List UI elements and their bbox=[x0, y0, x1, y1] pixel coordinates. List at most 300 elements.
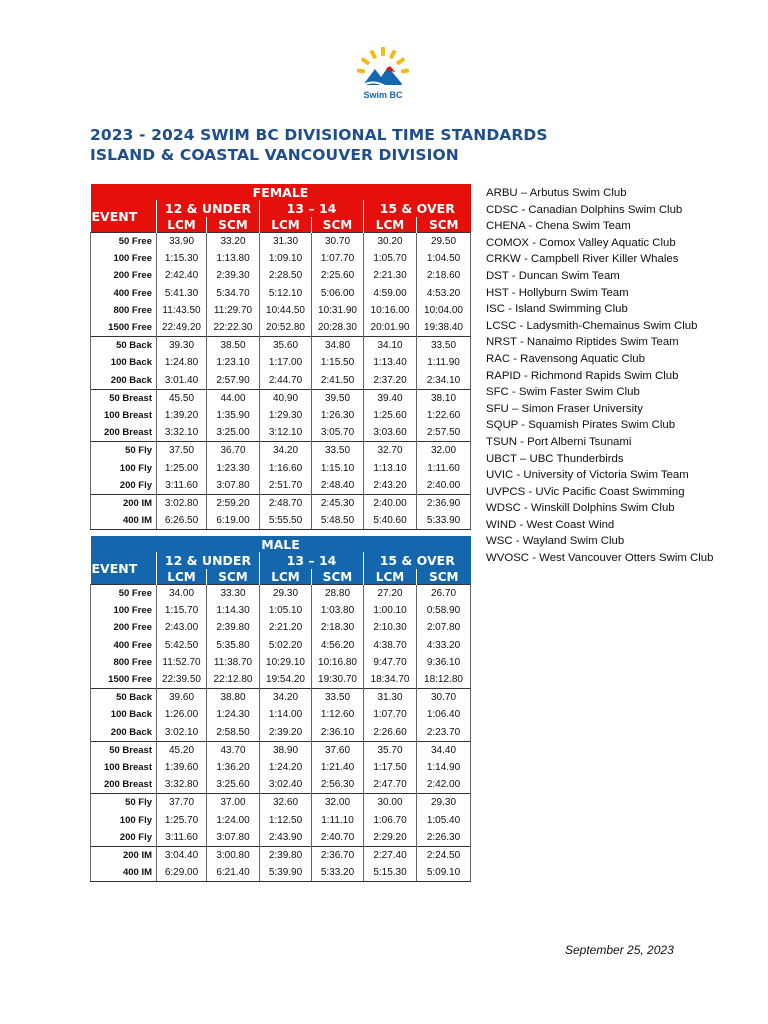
club-legend bbox=[486, 185, 713, 567]
course-header: SCM bbox=[312, 569, 364, 585]
table-row bbox=[91, 319, 471, 337]
time-cell: 3:02.10 bbox=[157, 724, 207, 742]
club-item: NRST - Nanaimo Riptides Swim Team bbox=[486, 336, 679, 349]
time-cell: 44.00 bbox=[207, 389, 260, 407]
time-cell: 18:34.70 bbox=[364, 671, 417, 689]
course-header: SCM bbox=[207, 569, 260, 585]
age-group-header: 13 – 14 bbox=[260, 552, 364, 569]
time-cell: 1:29.30 bbox=[260, 407, 312, 424]
time-cell: 5:33.20 bbox=[312, 864, 364, 882]
time-cell: 2:43.20 bbox=[364, 477, 417, 495]
age-group-header: 12 & UNDER bbox=[157, 200, 260, 217]
time-cell: 5:15.30 bbox=[364, 864, 417, 882]
time-cell: 20:01.90 bbox=[364, 319, 417, 337]
time-cell: 3:25.60 bbox=[207, 776, 260, 794]
course-header: LCM bbox=[157, 569, 207, 585]
time-cell: 2:43.90 bbox=[260, 829, 312, 847]
time-cell: 4:59.00 bbox=[364, 285, 417, 302]
time-cell: 3:25.00 bbox=[207, 424, 260, 442]
time-cell: 2:40.00 bbox=[364, 494, 417, 512]
time-cell: 5:48.50 bbox=[312, 512, 364, 530]
time-cell: 6:19.00 bbox=[207, 512, 260, 530]
time-cell: 33.90 bbox=[157, 233, 207, 251]
event-column-header: EVENT bbox=[91, 200, 157, 233]
time-cell: 10:31.90 bbox=[312, 302, 364, 319]
time-cell: 3:03.60 bbox=[364, 424, 417, 442]
time-cell: 2:18.30 bbox=[312, 619, 364, 636]
club-item: ISC - Island Swimming Club bbox=[486, 303, 628, 316]
time-cell: 1:35.90 bbox=[207, 407, 260, 424]
table-row bbox=[91, 512, 471, 530]
time-cell: 1:05.10 bbox=[260, 602, 312, 619]
table-row bbox=[91, 354, 471, 371]
time-cell: 29.50 bbox=[417, 233, 471, 251]
course-header: LCM bbox=[157, 217, 207, 233]
table-row bbox=[91, 637, 471, 654]
time-cell: 3:07.80 bbox=[207, 829, 260, 847]
event-name: 50 Back bbox=[91, 337, 157, 355]
event-name: 800 Free bbox=[91, 302, 157, 319]
time-cell: 1:07.70 bbox=[312, 250, 364, 267]
course-header: LCM bbox=[260, 217, 312, 233]
time-cell: 9:47.70 bbox=[364, 654, 417, 671]
time-cell: 1:24.00 bbox=[207, 811, 260, 828]
time-cell: 19:30.70 bbox=[312, 671, 364, 689]
club-item: COMOX - Comox Valley Aquatic Club bbox=[486, 236, 676, 249]
time-cell: 33.50 bbox=[417, 337, 471, 355]
table-row bbox=[91, 829, 471, 847]
age-group-header: 13 – 14 bbox=[260, 200, 364, 217]
document-date: September 25, 2023 bbox=[565, 943, 674, 957]
time-cell: 2:25.60 bbox=[312, 267, 364, 284]
time-cell: 2:24.50 bbox=[417, 846, 471, 864]
table-row bbox=[91, 267, 471, 284]
table-row bbox=[91, 654, 471, 671]
time-cell: 1:00.10 bbox=[364, 602, 417, 619]
club-item: DST - Duncan Swim Team bbox=[486, 269, 620, 282]
course-header: LCM bbox=[364, 217, 417, 233]
time-cell: 1:12.60 bbox=[312, 706, 364, 723]
time-cell: 2:37.20 bbox=[364, 372, 417, 390]
time-cell: 35.60 bbox=[260, 337, 312, 355]
time-cell: 2:59.20 bbox=[207, 494, 260, 512]
time-cell: 3:11.60 bbox=[157, 829, 207, 847]
time-cell: 2:45.30 bbox=[312, 494, 364, 512]
time-cell: 10:29.10 bbox=[260, 654, 312, 671]
time-cell: 37.70 bbox=[157, 794, 207, 812]
time-cell: 10:16.00 bbox=[364, 302, 417, 319]
event-name: 50 Fly bbox=[91, 794, 157, 812]
time-cell: 34.10 bbox=[364, 337, 417, 355]
time-cell: 30.70 bbox=[417, 689, 471, 707]
time-cell: 1:25.60 bbox=[364, 407, 417, 424]
time-cell: 1:21.40 bbox=[312, 759, 364, 776]
time-cell: 4:56.20 bbox=[312, 637, 364, 654]
time-cell: 2:26.60 bbox=[364, 724, 417, 742]
time-cell: 2:47.70 bbox=[364, 776, 417, 794]
time-cell: 2:39.80 bbox=[260, 846, 312, 864]
table-row bbox=[91, 407, 471, 424]
time-cell: 22:49.20 bbox=[157, 319, 207, 337]
time-cell: 34.20 bbox=[260, 689, 312, 707]
event-name: 400 Free bbox=[91, 637, 157, 654]
time-cell: 1:23.10 bbox=[207, 354, 260, 371]
time-cell: 5:41.30 bbox=[157, 285, 207, 302]
table-row bbox=[91, 302, 471, 319]
event-name: 100 Free bbox=[91, 250, 157, 267]
table-row bbox=[91, 724, 471, 742]
time-cell: 1:03.80 bbox=[312, 602, 364, 619]
time-cell: 3:32.10 bbox=[157, 424, 207, 442]
time-cell: 1:39.60 bbox=[157, 759, 207, 776]
swim-bc-logo bbox=[357, 47, 409, 103]
course-header: LCM bbox=[260, 569, 312, 585]
time-cell: 19:54.20 bbox=[260, 671, 312, 689]
time-cell: 2:48.70 bbox=[260, 494, 312, 512]
time-cell: 10:44.50 bbox=[260, 302, 312, 319]
course-header: SCM bbox=[207, 217, 260, 233]
time-cell: 9:36.10 bbox=[417, 654, 471, 671]
time-cell: 2:36.10 bbox=[312, 724, 364, 742]
table-row bbox=[91, 619, 471, 636]
event-name: 1500 Free bbox=[91, 319, 157, 337]
time-cell: 2:39.80 bbox=[207, 619, 260, 636]
event-name: 800 Free bbox=[91, 654, 157, 671]
male-rows bbox=[91, 585, 471, 882]
time-cell: 30.00 bbox=[364, 794, 417, 812]
time-cell: 2:34.10 bbox=[417, 372, 471, 390]
time-cell: 20:52.80 bbox=[260, 319, 312, 337]
time-cell: 26.70 bbox=[417, 585, 471, 603]
event-name: 200 Free bbox=[91, 267, 157, 284]
time-cell: 30.70 bbox=[312, 233, 364, 251]
time-cell: 1:24.30 bbox=[207, 706, 260, 723]
time-cell: 4:33.20 bbox=[417, 637, 471, 654]
event-name: 100 Breast bbox=[91, 759, 157, 776]
table-row bbox=[91, 759, 471, 776]
time-cell: 37.60 bbox=[312, 741, 364, 759]
table-row bbox=[91, 671, 471, 689]
time-cell: 2:58.50 bbox=[207, 724, 260, 742]
time-cell: 3:00.80 bbox=[207, 846, 260, 864]
age-group-header: 12 & UNDER bbox=[157, 552, 260, 569]
club-item: ARBU – Arbutus Swim Club bbox=[486, 187, 627, 199]
time-cell: 5:02.20 bbox=[260, 637, 312, 654]
event-name: 200 Fly bbox=[91, 477, 157, 495]
time-cell: 19:38.40 bbox=[417, 319, 471, 337]
event-name: 100 Fly bbox=[91, 811, 157, 828]
table-row bbox=[91, 776, 471, 794]
event-name: 50 Back bbox=[91, 689, 157, 707]
page-title: 2023 - 2024 SWIM BC DIVISIONAL TIME STANDARDS bbox=[90, 126, 548, 144]
time-cell: 1:13.80 bbox=[207, 250, 260, 267]
time-cell: 30.20 bbox=[364, 233, 417, 251]
time-cell: 3:07.80 bbox=[207, 477, 260, 495]
time-cell: 37.50 bbox=[157, 442, 207, 460]
time-cell: 1:14.00 bbox=[260, 706, 312, 723]
sun-rays bbox=[357, 47, 409, 74]
time-cell: 1:24.80 bbox=[157, 354, 207, 371]
time-cell: 3:04.40 bbox=[157, 846, 207, 864]
time-cell: 2:40.70 bbox=[312, 829, 364, 847]
course-header: SCM bbox=[417, 217, 471, 233]
time-cell: 3:12.10 bbox=[260, 424, 312, 442]
time-cell: 1:07.70 bbox=[364, 706, 417, 723]
club-item: CHENA - Chena Swim Team bbox=[486, 220, 631, 233]
table-row bbox=[91, 794, 471, 812]
time-cell: 31.30 bbox=[364, 689, 417, 707]
time-cell: 4:53.20 bbox=[417, 285, 471, 302]
event-name: 200 Back bbox=[91, 372, 157, 390]
time-cell: 40.90 bbox=[260, 389, 312, 407]
event-name: 400 IM bbox=[91, 512, 157, 530]
time-cell: 1:06.70 bbox=[364, 811, 417, 828]
event-name: 200 IM bbox=[91, 846, 157, 864]
time-cell: 11:38.70 bbox=[207, 654, 260, 671]
time-cell: 39.60 bbox=[157, 689, 207, 707]
time-cell: 37.00 bbox=[207, 794, 260, 812]
time-cell: 34.00 bbox=[157, 585, 207, 603]
time-cell: 22:39.50 bbox=[157, 671, 207, 689]
club-item: SFC - Swim Faster Swim Club bbox=[486, 386, 640, 399]
time-cell: 2:56.30 bbox=[312, 776, 364, 794]
logo-text: Swim BC bbox=[363, 90, 403, 100]
time-cell: 33.20 bbox=[207, 233, 260, 251]
time-cell: 22:12.80 bbox=[207, 671, 260, 689]
time-cell: 5:33.90 bbox=[417, 512, 471, 530]
event-name: 50 Breast bbox=[91, 389, 157, 407]
time-cell: 1:36.20 bbox=[207, 759, 260, 776]
time-cell: 5:34.70 bbox=[207, 285, 260, 302]
event-name: 50 Free bbox=[91, 585, 157, 603]
table-row bbox=[91, 706, 471, 723]
time-cell: 20:28.30 bbox=[312, 319, 364, 337]
time-cell: 1:13.40 bbox=[364, 354, 417, 371]
time-cell: 2:39.20 bbox=[260, 724, 312, 742]
male-standards-table bbox=[90, 536, 471, 882]
time-cell: 39.30 bbox=[157, 337, 207, 355]
time-cell: 10:04.00 bbox=[417, 302, 471, 319]
time-cell: 2:42.40 bbox=[157, 267, 207, 284]
time-cell: 45.20 bbox=[157, 741, 207, 759]
club-item: TSUN - Port Alberni Tsunami bbox=[486, 435, 632, 448]
time-cell: 31.30 bbox=[260, 233, 312, 251]
time-cell: 6:26.50 bbox=[157, 512, 207, 530]
event-name: 50 Fly bbox=[91, 442, 157, 460]
time-cell: 1:16.60 bbox=[260, 459, 312, 476]
time-cell: 2:28.50 bbox=[260, 267, 312, 284]
time-cell: 5:42.50 bbox=[157, 637, 207, 654]
time-cell: 1:24.20 bbox=[260, 759, 312, 776]
time-cell: 1:11.10 bbox=[312, 811, 364, 828]
time-cell: 11:29.70 bbox=[207, 302, 260, 319]
time-cell: 2:42.00 bbox=[417, 776, 471, 794]
time-cell: 2:18.60 bbox=[417, 267, 471, 284]
time-cell: 1:25.70 bbox=[157, 811, 207, 828]
time-cell: 2:51.70 bbox=[260, 477, 312, 495]
table-row bbox=[91, 477, 471, 495]
time-cell: 1:15.50 bbox=[312, 354, 364, 371]
time-cell: 32.00 bbox=[312, 794, 364, 812]
time-cell: 45.50 bbox=[157, 389, 207, 407]
table-row bbox=[91, 442, 471, 460]
course-header: LCM bbox=[364, 569, 417, 585]
time-cell: 6:21.40 bbox=[207, 864, 260, 882]
time-cell: 5:55.50 bbox=[260, 512, 312, 530]
time-cell: 35.70 bbox=[364, 741, 417, 759]
time-cell: 0:58.90 bbox=[417, 602, 471, 619]
time-cell: 29.30 bbox=[417, 794, 471, 812]
club-item: WDSC - Winskill Dolphins Swim Club bbox=[486, 502, 675, 515]
table-row bbox=[91, 689, 471, 707]
time-cell: 1:15.10 bbox=[312, 459, 364, 476]
event-name: 100 Free bbox=[91, 602, 157, 619]
time-cell: 1:11.60 bbox=[417, 459, 471, 476]
time-cell: 3:11.60 bbox=[157, 477, 207, 495]
time-cell: 3:02.80 bbox=[157, 494, 207, 512]
table-row bbox=[91, 372, 471, 390]
page-subtitle: ISLAND & COASTAL VANCOUVER DIVISION bbox=[90, 146, 459, 164]
event-name: 200 Fly bbox=[91, 829, 157, 847]
event-name: 50 Free bbox=[91, 233, 157, 251]
club-item: RAC - Ravensong Aquatic Club bbox=[486, 352, 645, 365]
time-cell: 5:09.10 bbox=[417, 864, 471, 882]
club-item: WVOSC - West Vancouver Otters Swim Club bbox=[486, 552, 714, 565]
event-name: 50 Breast bbox=[91, 741, 157, 759]
time-cell: 1:39.20 bbox=[157, 407, 207, 424]
time-cell: 2:57.50 bbox=[417, 424, 471, 442]
time-cell: 3:32.80 bbox=[157, 776, 207, 794]
time-cell: 11:43.50 bbox=[157, 302, 207, 319]
time-cell: 1:13.10 bbox=[364, 459, 417, 476]
club-item: HST - Hollyburn Swim Team bbox=[486, 286, 629, 299]
course-header: SCM bbox=[417, 569, 471, 585]
time-cell: 38.80 bbox=[207, 689, 260, 707]
time-cell: 2:21.30 bbox=[364, 267, 417, 284]
time-cell: 1:14.90 bbox=[417, 759, 471, 776]
event-column-header: EVENT bbox=[91, 552, 157, 585]
time-cell: 1:23.30 bbox=[207, 459, 260, 476]
age-group-header: 15 & OVER bbox=[364, 200, 471, 217]
time-cell: 2:29.20 bbox=[364, 829, 417, 847]
club-item: WSC - Wayland Swim Club bbox=[486, 535, 625, 548]
time-cell: 1:15.70 bbox=[157, 602, 207, 619]
time-cell: 5:39.90 bbox=[260, 864, 312, 882]
time-cell: 1:15.30 bbox=[157, 250, 207, 267]
event-name: 100 Back bbox=[91, 354, 157, 371]
time-cell: 28.80 bbox=[312, 585, 364, 603]
table-row bbox=[91, 389, 471, 407]
time-cell: 22:22.30 bbox=[207, 319, 260, 337]
time-cell: 1:17.50 bbox=[364, 759, 417, 776]
time-cell: 34.40 bbox=[417, 741, 471, 759]
event-name: 200 Back bbox=[91, 724, 157, 742]
time-cell: 39.40 bbox=[364, 389, 417, 407]
time-cell: 4:38.70 bbox=[364, 637, 417, 654]
time-cell: 2:10.30 bbox=[364, 619, 417, 636]
time-cell: 1:11.90 bbox=[417, 354, 471, 371]
time-cell: 3:05.70 bbox=[312, 424, 364, 442]
time-cell: 43.70 bbox=[207, 741, 260, 759]
table-row bbox=[91, 864, 471, 882]
table-row bbox=[91, 602, 471, 619]
table-row bbox=[91, 424, 471, 442]
time-cell: 38.50 bbox=[207, 337, 260, 355]
event-name: 100 Back bbox=[91, 706, 157, 723]
event-name: 200 Breast bbox=[91, 424, 157, 442]
time-cell: 32.70 bbox=[364, 442, 417, 460]
table-row bbox=[91, 494, 471, 512]
club-item: UVPCS - UVic Pacific Coast Swimming bbox=[486, 485, 685, 498]
event-name: 100 Breast bbox=[91, 407, 157, 424]
time-cell: 2:41.50 bbox=[312, 372, 364, 390]
table-row bbox=[91, 285, 471, 302]
time-cell: 2:23.70 bbox=[417, 724, 471, 742]
time-cell: 2:07.80 bbox=[417, 619, 471, 636]
age-group-header: 15 & OVER bbox=[364, 552, 471, 569]
club-item: SFU – Simon Fraser University bbox=[486, 402, 643, 415]
time-cell: 27.20 bbox=[364, 585, 417, 603]
time-cell: 11:52.70 bbox=[157, 654, 207, 671]
time-cell: 34.20 bbox=[260, 442, 312, 460]
time-cell: 32.60 bbox=[260, 794, 312, 812]
female-standards-table bbox=[90, 184, 471, 530]
time-cell: 1:17.00 bbox=[260, 354, 312, 371]
time-cell: 2:57.90 bbox=[207, 372, 260, 390]
time-cell: 2:26.30 bbox=[417, 829, 471, 847]
time-cell: 5:40.60 bbox=[364, 512, 417, 530]
club-item: SQUP - Squamish Pirates Swim Club bbox=[486, 419, 676, 432]
time-cell: 2:40.00 bbox=[417, 477, 471, 495]
time-cell: 1:25.00 bbox=[157, 459, 207, 476]
time-cell: 38.90 bbox=[260, 741, 312, 759]
time-cell: 33.50 bbox=[312, 689, 364, 707]
event-name: 200 IM bbox=[91, 494, 157, 512]
time-cell: 39.50 bbox=[312, 389, 364, 407]
table-row bbox=[91, 233, 471, 251]
time-cell: 1:04.50 bbox=[417, 250, 471, 267]
course-header: SCM bbox=[312, 217, 364, 233]
time-cell: 38.10 bbox=[417, 389, 471, 407]
event-name: 400 Free bbox=[91, 285, 157, 302]
time-cell: 3:01.40 bbox=[157, 372, 207, 390]
female-rows bbox=[91, 233, 471, 530]
club-item: UVIC - University of Victoria Swim Team bbox=[486, 469, 689, 482]
male-header: MALE bbox=[91, 536, 471, 552]
event-name: 200 Breast bbox=[91, 776, 157, 794]
time-cell: 5:06.00 bbox=[312, 285, 364, 302]
event-name: 400 IM bbox=[91, 864, 157, 882]
time-cell: 2:39.30 bbox=[207, 267, 260, 284]
time-cell: 1:05.70 bbox=[364, 250, 417, 267]
club-item: RAPID - Richmond Rapids Swim Club bbox=[486, 369, 679, 382]
club-item: CDSC - Canadian Dolphins Swim Club bbox=[486, 203, 683, 216]
time-cell: 1:14.30 bbox=[207, 602, 260, 619]
table-row bbox=[91, 811, 471, 828]
time-cell: 10:16.80 bbox=[312, 654, 364, 671]
time-cell: 1:12.50 bbox=[260, 811, 312, 828]
event-name: 200 Free bbox=[91, 619, 157, 636]
event-name: 100 Fly bbox=[91, 459, 157, 476]
time-cell: 5:35.80 bbox=[207, 637, 260, 654]
time-cell: 2:48.40 bbox=[312, 477, 364, 495]
female-header: FEMALE bbox=[91, 184, 471, 200]
table-row bbox=[91, 846, 471, 864]
table-row bbox=[91, 585, 471, 603]
time-cell: 1:06.40 bbox=[417, 706, 471, 723]
time-cell: 33.30 bbox=[207, 585, 260, 603]
club-item: LCSC - Ladysmith-Chemainus Swim Club bbox=[486, 319, 698, 332]
